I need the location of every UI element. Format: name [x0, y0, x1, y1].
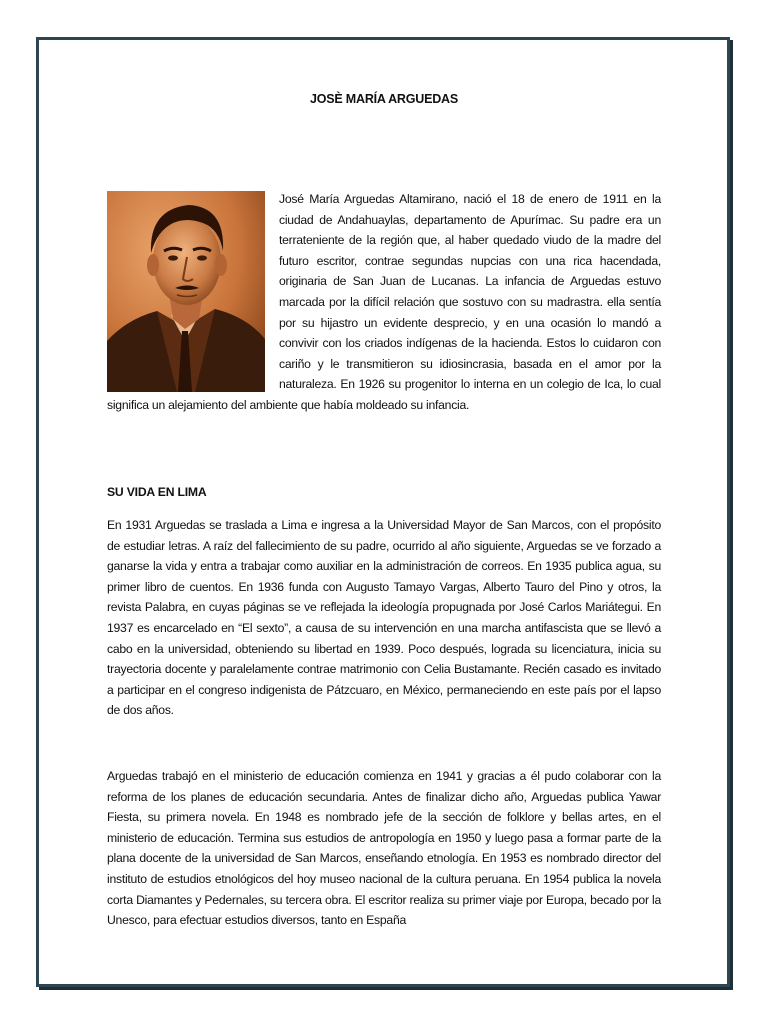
- section-heading: SU VIDA EN LIMA: [107, 485, 207, 499]
- paragraph-lima: En 1931 Arguedas se traslada a Lima e ingresa a la Universidad Mayor de San Marcos, con el propósito de estudiar letras. A raíz del fallecimiento de su padre, ocurrido al año siguiente, Arguedas se ve forzado a ganarse la vida y entra a trabajar como auxiliar en la administración de correos. En 1935 publica agua, su primer libro de cuentos. En 1936 funda con Augusto Tamayo Vargas, Alberto Tauro del Pino y otros, la revista Palabra, en cuyas páginas se ve reflejada la ideología propugnada por José Carlos Mariátegui. En 1937 es encarcelado en “El sexto”, a causa de su intervención en una marcha antifascista que se llevó a cabo en la universidad, obteniendo su libertad en 1939. Poco después, lograda su licenciatura, inicia su trayectoria docente y paralelamente contrae matrimonio con Celia Bustamante. Recién casado es invitado a participar en el congreso indigenista de Pátzcuaro, en México, permaneciendo en este país por el lapso de dos años.: [107, 518, 661, 718]
- paragraph-career: Arguedas trabajó en el ministerio de educación comienza en 1941 y gracias a él pudo colaborar con la reforma de los planes de educación secundaria. Antes de finalizar dicho año, Arguedas publica Yawar Fiesta, su primera novela. En 1948 es nombrado jefe de la sección de folklore y bellas artes, en el ministerio de educación. Termina sus estudios de antropología en 1950 y luego pasa a formar parte de la plana docente de la universidad de San Marcos, enseñando etnología. En 1953 es nombrado director del instituto de estudios etnológicos del hoy museo nacional de la cultura peruana. En 1954 publica la novela corta Diamantes y Pedernales, su tercera obra. El escritor realiza su primer viaje por Europa, becado por la Unesco, para efectuar estudios diversos, tanto en España: [107, 769, 661, 928]
- author-portrait: [107, 191, 265, 392]
- document-title: JOSÈ MARÍA ARGUEDAS: [309, 92, 459, 106]
- intro-paragraph: José María Arguedas Altamirano, nació el 18 de enero de 1911 en la ciudad de Andahuaylas, departamento de Apurímac. Su padre era un terrateniente de la región que, al haber quedado viudo de la madre del futuro escritor, contrae segundas nupcias con una rica hacendada, originaria de San Juan de Lucanas. La infancia de Arguedas estuvo marcada por la difícil relación que sostuvo con su madrastra. ella sentía por su hijastro un evidente desprecio, y en una ocasión lo mandó a convivir con los criados indígenas de la hacienda. Estos lo cuidaron con cariño y le transmitieron su idiosincrasia, basada en el amor por la naturaleza. En 1926 su progenitor lo interna en un colegio de Ica, lo cual significa un alejamiento del ambiente que había moldeado su infancia.: [107, 192, 661, 412]
- intro-section: [107, 189, 661, 416]
